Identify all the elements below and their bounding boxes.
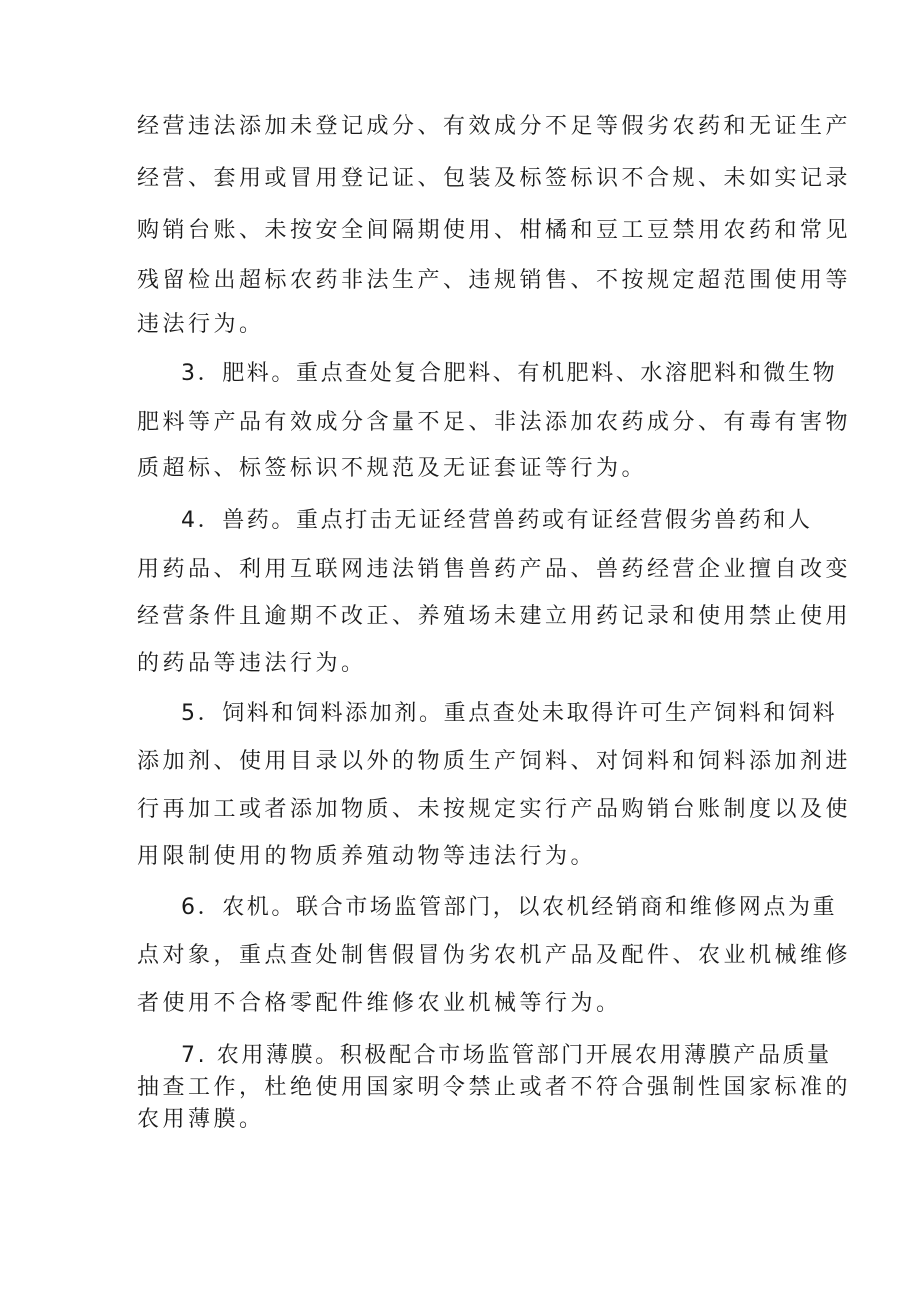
text-line: 抽查工作，杜绝使用国家明令禁止或者不符合强制性国家标准的 — [137, 1075, 852, 1100]
text-line: 经营、套用或冒用登记证、包装及标签标识不合规、未如实记录 — [137, 166, 852, 191]
text-line: 质超标、标签标识不规范及无证套证等行为。 — [137, 456, 648, 481]
text-line: 肥料等产品有效成分含量不足、非法添加农药成分、有毒有害物 — [137, 410, 852, 435]
text-line: 用限制使用的物质养殖动物等违法行为。 — [137, 844, 597, 869]
text-line: 农用薄膜。 — [137, 1107, 265, 1132]
paragraph-feed-start: 5．饲料和饲料添加剂。重点查处未取得许可生产饲料和饲料 — [181, 701, 838, 726]
text-line: 用药品、利用互联网违法销售兽药产品、兽药经营企业擅自改变 — [137, 557, 852, 582]
text-line: 添加剂、使用目录以外的物质生产饲料、对饲料和饲料添加剂进 — [137, 749, 852, 774]
text-line: 行再加工或者添加物质、未按规定实行产品购销台账制度以及使 — [137, 797, 852, 822]
text-line: 违法行为。 — [137, 312, 265, 337]
paragraph-veterinary-start: 4．兽药。重点打击无证经营兽药或有证经营假劣兽药和人 — [181, 508, 813, 533]
paragraph-fertilizer-start: 3．肥料。重点查处复合肥料、有机肥料、水溶肥料和微生物 — [181, 361, 838, 386]
text-line: 经营违法添加未登记成分、有效成分不足等假劣农药和无证生产 — [137, 114, 852, 139]
text-line: 购销台账、未按安全间隔期使用、柑橘和豆工豆禁用农药和常见 — [137, 218, 852, 243]
text-line: 经营条件且逾期不改正、养殖场未建立用药记录和使用禁止使用 — [137, 604, 852, 629]
text-line: 的药品等违法行为。 — [137, 651, 367, 676]
text-line: 点对象，重点查处制售假冒伪劣农机产品及配件、农业机械维修 — [137, 943, 852, 968]
paragraph-machinery-start: 6．农机。联合市场监管部门，以农机经销商和维修网点为重 — [181, 895, 838, 920]
text-line: 者使用不合格零配件维修农业机械等行为。 — [137, 991, 622, 1016]
text-line: 残留检出超标农药非法生产、违规销售、不按规定超范围使用等 — [137, 268, 852, 293]
paragraph-film-start: 7. 农用薄膜。积极配合市场监管部门开展农用薄膜产品质量 — [181, 1043, 832, 1068]
